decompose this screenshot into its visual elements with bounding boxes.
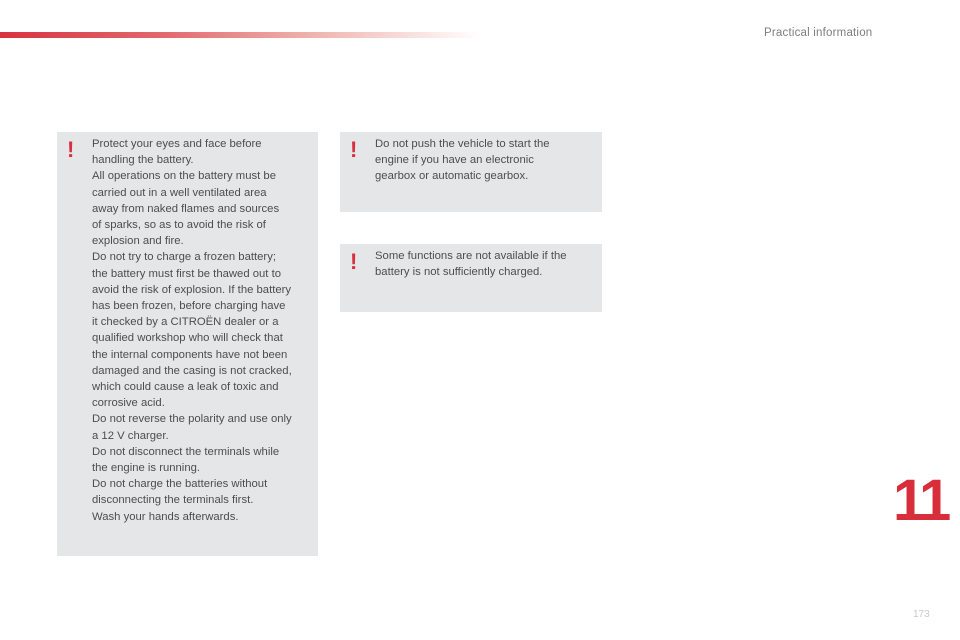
- exclamation-warning-icon: !: [67, 137, 75, 162]
- warning-line: qualified workshop who will check that: [92, 332, 283, 345]
- warning-line: damaged and the casing is not cracked,: [92, 364, 292, 377]
- warning-line: a 12 V charger.: [92, 429, 169, 442]
- warning-line: the engine is running.: [92, 462, 201, 475]
- warning-line: battery is not sufficiently charged.: [375, 266, 543, 279]
- warning-line: handling the battery.: [92, 154, 194, 167]
- header-accent-bar: [0, 32, 480, 38]
- warning-line: disconnecting the terminals first.: [92, 494, 254, 507]
- warning-line: Some functions are not available if the: [375, 250, 567, 262]
- warning-line: has been frozen, before charging have: [92, 300, 286, 313]
- warning-line: carried out in a well ventilated area: [92, 186, 267, 199]
- exclamation-warning-icon: !: [350, 137, 358, 162]
- chapter-title: Practical information: [764, 27, 873, 39]
- page-number: 173: [913, 609, 930, 620]
- warning-line: away from naked flames and sources: [92, 202, 280, 215]
- warning-line: avoid the risk of explosion. If the battery: [92, 283, 292, 296]
- warning-line: it checked by a CITROËN dealer or a: [92, 316, 279, 329]
- warning-line: Do not disconnect the terminals while: [92, 445, 280, 458]
- warning-text: [92, 136, 292, 525]
- warning-line: the internal components have not been: [92, 348, 288, 361]
- warning-line: which could cause a leak of toxic and: [92, 381, 279, 394]
- chapter-number: 11: [893, 468, 949, 533]
- warning-text: [375, 248, 567, 280]
- warning-text: [375, 136, 550, 185]
- battery-safety-warning: [57, 132, 318, 556]
- warning-line: gearbox or automatic gearbox.: [375, 170, 529, 183]
- warning-line: engine if you have an electronic: [375, 154, 534, 167]
- warning-line: Do not push the vehicle to start the: [375, 138, 550, 150]
- warning-line: Do not reverse the polarity and use only: [92, 413, 292, 426]
- warning-line: Do not try to charge a frozen battery;: [92, 251, 276, 264]
- warning-line: Do not charge the batteries without: [92, 478, 268, 491]
- warning-line: All operations on the battery must be: [92, 170, 276, 183]
- exclamation-warning-icon: !: [350, 249, 358, 274]
- warning-line: Wash your hands afterwards.: [92, 510, 239, 523]
- warning-line: of sparks, so as to avoid the risk of: [92, 219, 266, 232]
- warning-line: the battery must first be thawed out to: [92, 267, 282, 280]
- push-start-warning: [340, 132, 602, 212]
- warning-line: explosion and fire.: [92, 235, 184, 248]
- warning-line: corrosive acid.: [92, 397, 165, 410]
- warning-line: Protect your eyes and face before: [92, 138, 262, 150]
- low-charge-warning: [340, 244, 602, 312]
